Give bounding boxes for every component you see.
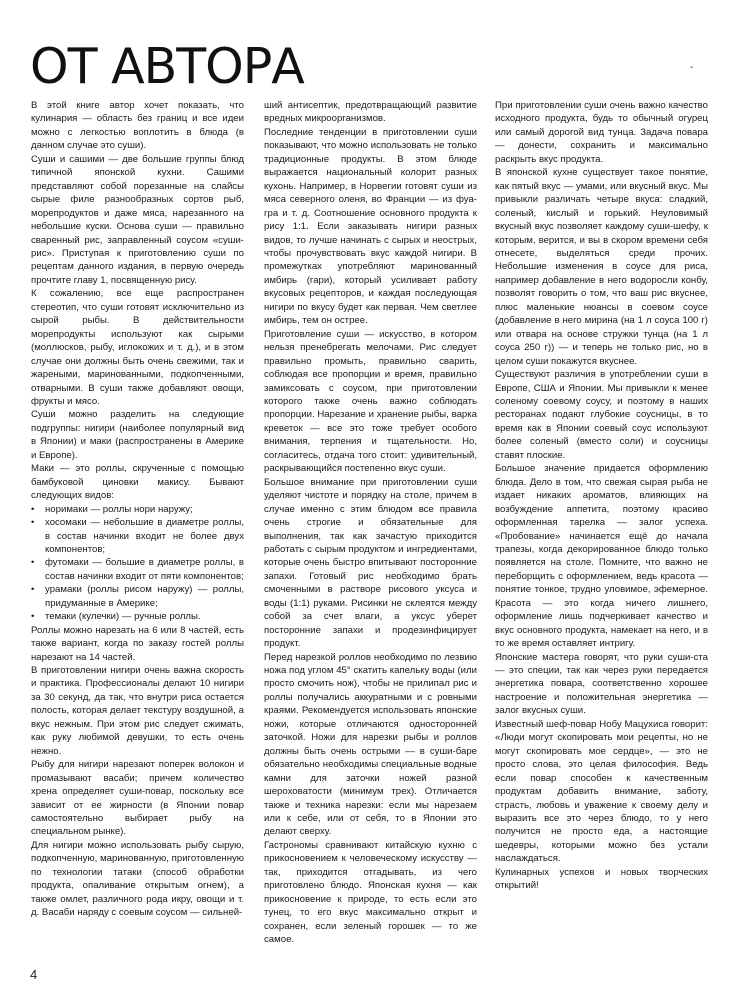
bullet-item xyxy=(31,583,244,610)
paragraph: Суши и сашими — две большие группы блюд типичной японской кухни. Сашими представляют собой порезанные на слайсы сырые филе разнообразных сортов рыб, морепродуктов и даже мяса, нарезанного на небольшие куски. Основа суши — правильно сваренный рис, заправленный соусом «суши-рис». Приступая к приготовлению суши по рецептам данного издания, в первую очередь прочтите главу 1, посвященную рису. xyxy=(31,153,244,286)
paragraph: Приготовление суши — искусство, в котором нельзя пренебрегать мелочами. Рис следует правильно промыть, правильно сварить, соблюдая все пропорции и время, правильно замиксовать с соусом, при приготовлении которого также очень важно соблюдать пропорции. Нарезание и хранение рыбы, варка креветок — все это тоже требует особого внимания, терпения и тщательности. Но, согласитесь, отдача того стоит: удивительный, раскрывающийся постепенно вкус суши. xyxy=(264,328,477,475)
paragraph: Маки — это роллы, скрученные с помощью бамбуковой циновки макису. Бывают следующих видов: xyxy=(31,463,244,502)
bullet-icon: • xyxy=(31,611,35,623)
page-number: 4 xyxy=(30,967,38,982)
bullet-icon: • xyxy=(31,584,35,596)
page-title: ОТ АВТОРА xyxy=(30,38,304,95)
bullet-item xyxy=(31,556,244,583)
text-column-1 xyxy=(31,99,244,920)
bullet-text: норимаки — роллы нори наружу; xyxy=(45,503,193,515)
bullet-icon: • xyxy=(31,517,35,529)
paragraph: К сожалению, все еще распространен стереотип, что суши готовят исключительно из сырой рыбы. В действительности морепродукты используют как сырыми (моллюсков, рыбу, иглокожих и т. д.), и в этом случае они должны быть очень свежими, так и жареными, маринованными, подкопченными, отварными. В суши также добавляют овощи, фрукты и мясо. xyxy=(31,288,244,407)
paragraph: Рыбу для нигири нарезают поперек волокон и промазывают васаби; причем количество хрена определяет суши-повар, поскольку все зависит от ее жирности (в Японии повар самостоятельно выбирает рыбу на специальном рынке). xyxy=(31,759,244,838)
paragraph: Японские мастера говорят, что руки суши-ста — это специи, так как через руки передается энергетика повара, соответственно хорошее настроение и положительная энергетика — залог вкусных суши. xyxy=(495,651,708,717)
paragraph: Роллы можно нарезать на 6 или 8 частей, есть также вариант, когда по заказу гостей роллы нарезают на 14 частей. xyxy=(31,624,244,663)
paragraph: Суши можно разделить на следующие подгруппы: нигири (наиболее популярный вид в Японии) и маки (распространены в Америке и Европе). xyxy=(31,409,244,461)
paragraph: Последние тенденции в приготовлении суши показывают, что можно использовать не только традиционные продукты. В этом блюде выражается национальный колорит разных кухонь. Например, в Норвегии готовят суши из мяса северного оленя, во Франции — из фуа-гра и т. д. Соотношение основного продукта к рису 1:1. Если заказывать нигири разных видов, то лучше начинать с сырых и неострых, чтобы прочувствовать вкус каждой нигири. В промежутках употребляют маринованный имбирь (гари), который усиливает работу вкусовых рецепторов, и каждая последующая нигири по вкусу будет как первая. Чем светлее имбирь, тем он острее. xyxy=(264,126,477,327)
paragraph: В этой книге автор хочет показать, что кулинария — область без границ и все идеи можно с легкостью воплотить в блюда (в данном случае это суши). xyxy=(31,100,244,152)
bullet-icon: • xyxy=(31,503,35,515)
paragraph: В японской кухне существует такое понятие, как пятый вкус — умами, или вкусный вкус. Мы привыкли различать четыре вкуса: сладкий, соленый, кислый и горький. Неуловимый вкусный вкус позволяет каждому суши-шефу, к которым, верится, и вы в скором времени себя отнесете, выделяться среди прочих. Небольшие изменения в соусе для риса, например добавление в него водоросли конбу, позволят говорить о том, что ваш рис вкуснее, плюс маленькие нюансы в соевом соусе (добавление в него мирина (на 1 л соуса 100 г) или отвара на основе стружки тунца (на 1 л соуса 250 г)) — и теперь не только рис, но в целом суши покажутся вкуснее. xyxy=(495,167,708,367)
corner-mark: - xyxy=(690,62,694,73)
paragraph: Кулинарных успехов и новых творческих открытий! xyxy=(495,866,708,892)
bullet-item xyxy=(31,516,244,556)
paragraph: При приготовлении суши очень важно качество исходного продукта, будь то обычный огурец или самый дорогой вид тунца. Задача повара — донести, сохранить и максимально раскрыть вкус продукта. xyxy=(495,100,708,165)
bullet-item xyxy=(31,503,244,516)
paragraph: В приготовлении нигири очень важна скорость и практика. Профессионалы делают 10 нигири за 30 секунд, да так, что внутри риса остается полость, которая делает текстуру воздушной, а вкус нежным. При этом рис следует сжимать, как руку любимой девушки, то есть очень нежно. xyxy=(31,665,244,757)
text-column-3 xyxy=(495,99,708,893)
paragraph: Существуют различия в употреблении суши в Европе, США и Японии. Мы привыкли к менее соленому соевому соусу, и поэтому в наших ресторанах подают глубокие соусницы, в то время как в Японии соевый соус используют более соленый (вместо соли) и соусницы ставят плоские. xyxy=(495,369,708,461)
bullet-item xyxy=(31,610,244,623)
paragraph: Известный шеф-повар Нобу Мацухиса говорит: «Люди могут скопировать мои рецепты, но не могут скопировать мое сердце», — это не просто слова, это целая философия. Ведь если повар способен к качественным продуктам добавить внимание, заботу, страсть, любовь и уважение к своему делу и выразить все это через блюдо, то у него получится не просто еда, а настоящие шедевры, которыми можно без устали наслаждаться. xyxy=(495,718,708,865)
bullet-icon: • xyxy=(31,557,35,569)
bullet-text: футомаки — большие в диаметре роллы, в состав начинки входит от пяти компонентов; xyxy=(45,557,244,582)
paragraph: ший антисептик, предотвращающий развитие вредных микроорганизмов. xyxy=(264,100,477,125)
paragraph: Гастрономы сравнивают китайскую кухню с прикосновением к человеческому искусству — так, приходится отгадывать, из чего приготовлено блюдо. Японская кухня — как прикосновение к природе, то есть если это тунец, то его вкус максимально открыт и сохранен, если зеленый горошек — то же самое. xyxy=(264,839,477,946)
paragraph: Для нигири можно использовать рыбу сырую, подкопченную, маринованную, приготовленную по технологии татаки (способ обработки продукта, опаливание открытым огнем), а также омлет, различного рода икру, овощи и т. д. Васаби наряду с соевым соусом — сильней- xyxy=(31,839,244,919)
bullet-text: темаки (кулечки) — ручные роллы. xyxy=(45,611,201,623)
paragraph: Перед нарезкой роллов необходимо по лезвию ножа под углом 45° скатить капельку воды (или просто смочить нож), чтобы не прилипал рис и роллы получались аккуратными и с ровными краями. Рекомендуется использовать японские ножи, которые отличаются односторонней заточкой. Ножи для нарезки рыбы и роллов должны быть очень острыми — в суши-баре обязательно необходимы специальные водные камни для заточки ножей разной шероховатости (минимум трех). Отличается также и техника нарезки: если мы нарезаем или к себе, или от себя, то в Японии это делают сверху. xyxy=(264,651,477,838)
text-column-2 xyxy=(264,99,477,947)
bullet-text: хосомаки — небольшие в диаметре роллы, в состав начинки входит не более двух компонентов; xyxy=(45,517,244,555)
paragraph: Большое внимание при приготовлении суши уделяют чистоте и порядку на столе, причем в случае именно с этим блюдом все правила очень строгие и обязательные для выполнения, так как зачастую приходится работать с сырым продуктом и ингредиентами, которые очень быстро впитывают посторонние запахи. Готовый рис необходимо брать смоченными в растворе рисового уксуса и воды (1:1) руками. Рисинки не склеятся между собой за счет влаги, а уксус уберет посторонние запахи и продезинфицирует продукт. xyxy=(264,476,477,650)
bullet-text: урамаки (роллы рисом наружу) — роллы, придуманные в Америке; xyxy=(45,584,244,609)
paragraph: Большое значение придается оформлению блюда. Дело в том, что свежая сырая рыба не издает никаких ароматов, влияющих на возбуждение аппетита, поэтому красиво оформленная тарелка — залог успеха. «Пробование» начинается ещё до начала трапезы, когда декорированное блюдо только появляется на столе. Помните, что важно не переборщить с оформлением, ведь красота — понятие тонкое, трудно уловимое, эфемерное. Красота — это когда ничего лишнего, оформление лишь подчеркивает качество и вкус основного продукта, намекает на него, и в то же время оставляет интригу. xyxy=(495,463,708,650)
